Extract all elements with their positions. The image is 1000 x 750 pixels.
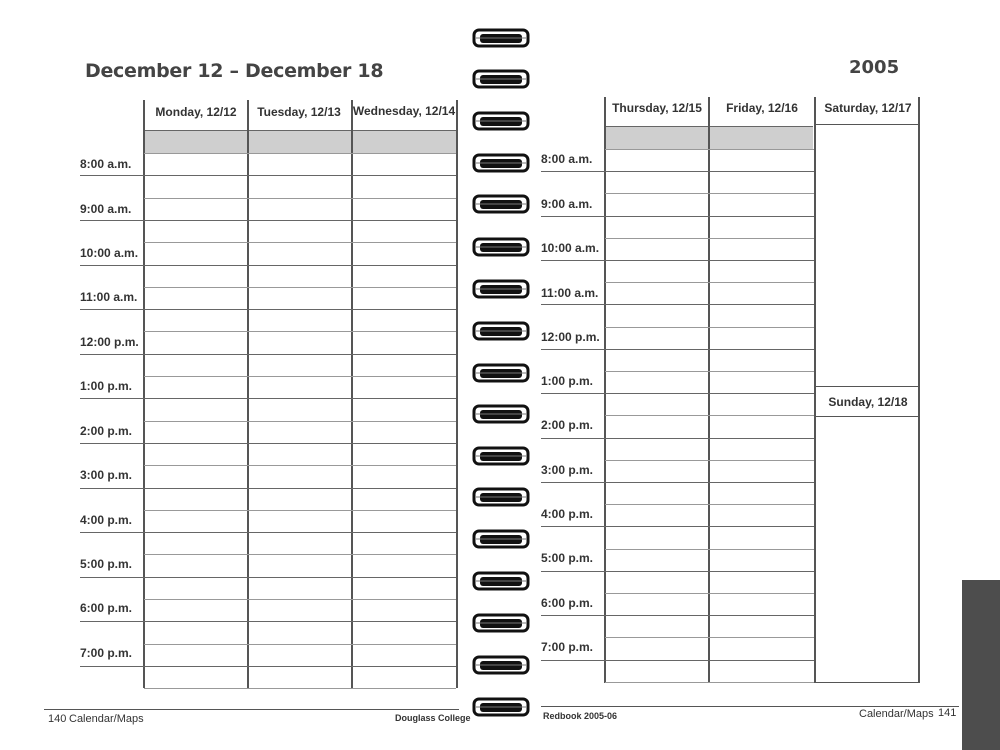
day-header-sunday: Sunday, 12/18: [828, 395, 908, 409]
grid-rule: [541, 304, 814, 305]
spiral-coil: [472, 362, 530, 384]
weekend-rule: [815, 124, 919, 125]
time-label: 4:00 p.m.: [80, 513, 133, 527]
grid-rule: [605, 460, 814, 461]
grid-rule: [541, 615, 814, 616]
grid-rule: [80, 621, 456, 622]
grid-rule: [605, 637, 814, 638]
grid-rule: [541, 216, 814, 217]
grid-rule: [80, 577, 456, 578]
footer-rule: [541, 706, 959, 707]
grid-rule: [541, 171, 814, 172]
time-label: 8:00 a.m.: [80, 157, 132, 171]
grid-rule: [144, 554, 456, 555]
left-planner-page: [0, 0, 495, 750]
day-header-tuesday: Tuesday, 12/13: [257, 105, 341, 119]
year-label: 2005: [849, 57, 900, 78]
spiral-coil: [472, 528, 530, 550]
time-label: 9:00 a.m.: [80, 202, 132, 216]
grid-rule: [541, 571, 814, 572]
spiral-coil: [472, 193, 530, 215]
grid-rule: [541, 660, 814, 661]
time-label: 5:00 p.m.: [80, 557, 133, 571]
grid-rule: [605, 682, 814, 683]
grid-rule: [80, 532, 456, 533]
column-divider: [708, 97, 710, 683]
spiral-coil: [472, 445, 530, 467]
footer-publisher: Douglass College: [395, 713, 471, 723]
grid-rule: [144, 465, 456, 466]
time-label: 4:00 p.m.: [541, 507, 594, 521]
grid-rule: [605, 593, 814, 594]
spiral-coil: [472, 278, 530, 300]
grid-rule: [144, 599, 456, 600]
grid-rule: [144, 198, 456, 199]
spiral-coil: [472, 27, 530, 49]
weekend-rule: [815, 386, 919, 387]
footer-page-number: 140: [48, 713, 67, 725]
grid-rule: [80, 220, 456, 221]
weekend-rule: [815, 416, 919, 417]
week-range-title: December 12 – December 18: [85, 60, 384, 82]
grid-rule: [605, 149, 814, 150]
grid-rule: [605, 415, 814, 416]
footer-section: Calendar/Maps: [69, 713, 144, 725]
grid-rule: [541, 260, 814, 261]
spiral-coil: [472, 486, 530, 508]
time-label: 3:00 p.m.: [80, 468, 133, 482]
weekend-rule: [815, 682, 919, 683]
grid-rule: [80, 443, 456, 444]
time-label: 2:00 p.m.: [80, 424, 133, 438]
grid-rule: [144, 510, 456, 511]
column-divider: [918, 97, 920, 683]
grid-rule: [605, 327, 814, 328]
time-label: 8:00 a.m.: [541, 152, 593, 166]
grid-rule: [541, 349, 814, 350]
time-label: 1:00 p.m.: [541, 374, 594, 388]
spiral-coil: [472, 612, 530, 634]
grid-rule: [144, 688, 456, 689]
grid-rule: [605, 238, 814, 239]
time-label: 6:00 p.m.: [541, 596, 594, 610]
grid-rule: [144, 153, 456, 154]
time-label: 7:00 p.m.: [80, 646, 133, 660]
day-header-friday: Friday, 12/16: [726, 101, 798, 115]
grid-rule: [144, 287, 456, 288]
spiral-coil: [472, 696, 530, 718]
spiral-coil: [472, 152, 530, 174]
time-label: 12:00 p.m.: [541, 330, 600, 344]
spiral-coil: [472, 320, 530, 342]
grid-rule: [605, 504, 814, 505]
footer-section: Calendar/Maps: [859, 708, 934, 720]
grid-rule: [605, 371, 814, 372]
grid-rule: [80, 666, 456, 667]
grid-rule: [541, 393, 814, 394]
grid-rule: [144, 644, 456, 645]
day-shade-bar: [144, 130, 456, 154]
spiral-coil: [472, 570, 530, 592]
grid-rule: [80, 354, 456, 355]
grid-rule: [80, 309, 456, 310]
footer-rule: [44, 709, 459, 710]
time-label: 11:00 a.m.: [80, 290, 138, 304]
spiral-coil: [472, 68, 530, 90]
footer-page-number: 141: [938, 707, 957, 719]
spiral-coil: [472, 403, 530, 425]
time-label: 6:00 p.m.: [80, 601, 133, 615]
time-label: 3:00 p.m.: [541, 463, 594, 477]
day-header-wednesday: Wednesday, 12/14: [352, 104, 456, 118]
grid-rule: [144, 421, 456, 422]
spiral-coil: [472, 236, 530, 258]
grid-rule: [80, 488, 456, 489]
time-label: 11:00 a.m.: [541, 286, 599, 300]
day-header-thursday: Thursday, 12/15: [612, 101, 702, 115]
time-label: 2:00 p.m.: [541, 418, 594, 432]
time-label: 7:00 p.m.: [541, 640, 594, 654]
grid-rule: [605, 282, 814, 283]
grid-rule: [541, 482, 814, 483]
grid-rule: [144, 242, 456, 243]
day-header-monday: Monday, 12/12: [155, 105, 237, 119]
grid-rule: [80, 398, 456, 399]
column-divider: [456, 100, 458, 688]
footer-edition: Redbook 2005-06: [543, 711, 618, 721]
spiral-coil: [472, 110, 530, 132]
column-divider: [604, 97, 606, 683]
grid-rule: [144, 331, 456, 332]
day-header-saturday: Saturday, 12/17: [824, 101, 912, 115]
grid-rule: [80, 175, 456, 176]
time-label: 10:00 a.m.: [541, 241, 600, 255]
time-label: 9:00 a.m.: [541, 197, 593, 211]
grid-rule: [605, 193, 814, 194]
grid-rule: [541, 526, 814, 527]
grid-rule: [605, 549, 814, 550]
spiral-coil: [472, 654, 530, 676]
time-label: 5:00 p.m.: [541, 551, 594, 565]
time-label: 10:00 a.m.: [80, 246, 139, 260]
grid-rule: [541, 438, 814, 439]
column-divider: [814, 97, 816, 683]
grid-rule: [80, 265, 456, 266]
grid-rule: [144, 376, 456, 377]
time-label: 12:00 p.m.: [80, 335, 139, 349]
time-label: 1:00 p.m.: [80, 379, 133, 393]
